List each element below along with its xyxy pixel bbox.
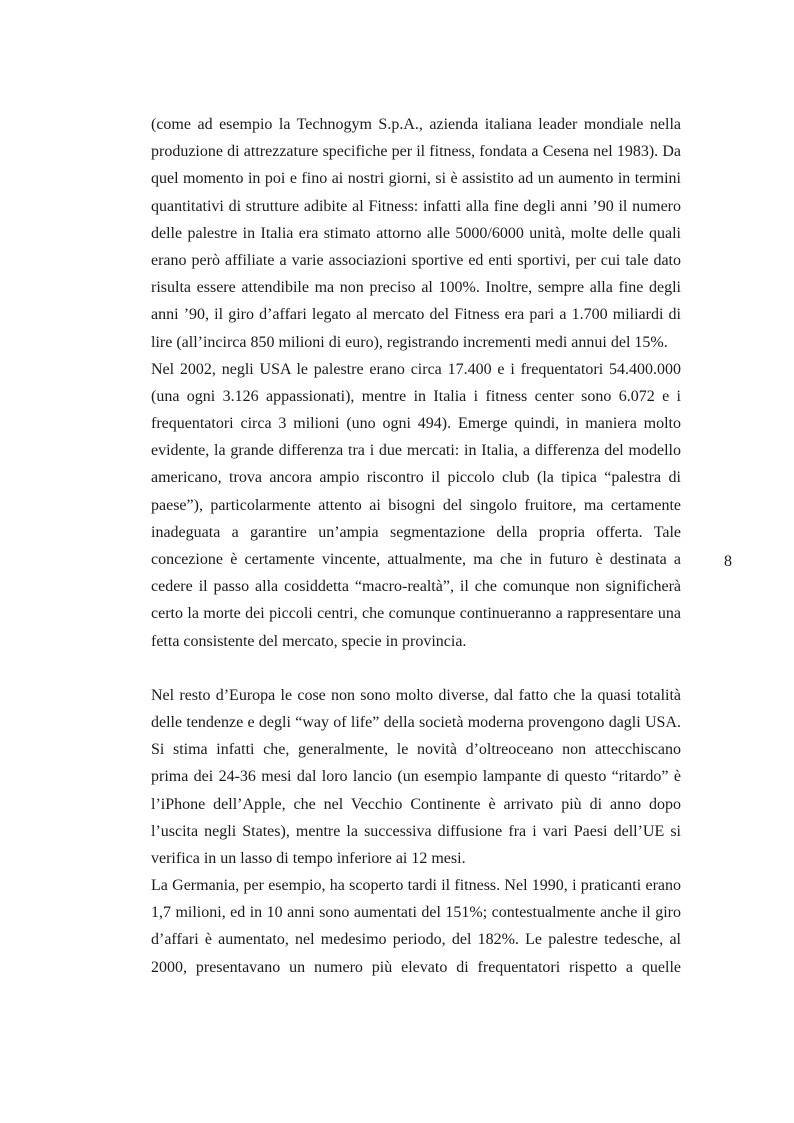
text-line: quantitativi di strutture adibite al Fitness: infatti alla fine degli anni ’90 il numero xyxy=(151,197,681,215)
paragraph-usa-vs-italy xyxy=(151,356,681,655)
text-line: l’uscita negli States), mentre la successiva diffusione fra i vari Paesi dell’UE si xyxy=(151,822,681,840)
text-line: (una ogni 3.126 appassionati), mentre in Italia i fitness center sono 6.072 e i xyxy=(151,387,681,405)
text-line: Nel resto d’Europa le cose non sono molto diverse, dal fatto che la quasi totalità xyxy=(151,686,681,704)
text-line: concezione è certamente vincente, attualmente, ma che in futuro è destinata a xyxy=(151,551,681,568)
text-line: verifica in un lasso di tempo inferiore ai 12 mesi. xyxy=(151,849,466,867)
text-line: quel momento in poi e fino ai nostri giorni, si è assistito ad un aumento in termini xyxy=(151,170,681,188)
text-line: risulta essere attendibile ma non preciso al 100%. Inoltre, sempre alla fine degli xyxy=(151,279,681,297)
text-line: 2000, presentavano un numero più elevato di frequentatori rispetto a quelle xyxy=(151,958,681,976)
text-line: d’affari è aumentato, nel medesimo periodo, del 182%. Le palestre tedesche, al xyxy=(151,931,681,949)
text-line: Si stima infatti che, generalmente, le novità d’oltreoceano non attecchiscano xyxy=(151,741,681,759)
text-line: fetta consistente del mercato, specie in provincia. xyxy=(151,632,467,650)
text-line: cedere il passo alla cosiddetta “macro-realtà”, il che comunque non significherà xyxy=(151,578,681,596)
text-line: 1,7 milioni, ed in 10 anni sono aumentati del 151%; contestualmente anche il giro xyxy=(151,904,681,922)
text-line: delle tendenze e degli “way of life” della società moderna provengono dagli USA. xyxy=(151,713,681,731)
text-line: inadeguata a garantire un’ampia segmentazione della propria offerta. Tale xyxy=(151,523,681,541)
text-line: evidente, la grande differenza tra i due mercati: in Italia, a differenza del modello xyxy=(151,442,681,460)
paragraph-europe-trends xyxy=(151,682,681,872)
text-line: produzione di attrezzature specifiche per il fitness, fondata a Cesena nel 1983). Da xyxy=(151,143,681,161)
text-line: frequentatori circa 3 milioni (uno ogni 494). Emerge quindi, in maniera molto xyxy=(151,415,681,433)
text-line: delle palestre in Italia era stimato attorno alle 5000/6000 unità, molte delle quali xyxy=(151,224,681,242)
text-line: certo la morte dei piccoli centri, che comunque continueranno a rappresentare una xyxy=(151,605,681,623)
text-line: erano però affiliate a varie associazioni sportive ed enti sportivi, per cui tale dato xyxy=(151,251,681,269)
text-line: Nel 2002, negli USA le palestre erano circa 17.400 e i frequentatori 54.400.000 xyxy=(151,360,681,378)
paragraph-spacer xyxy=(151,655,681,682)
paragraph-fitness-growth-italy xyxy=(151,111,681,356)
text-line: La Germania, per esempio, ha scoperto tardi il fitness. Nel 1990, i praticanti erano xyxy=(151,877,681,895)
body-text xyxy=(151,111,681,981)
text-line: l’iPhone dell’Apple, che nel Vecchio Continente è arrivato più di anno dopo xyxy=(151,795,681,813)
text-line: americano, trova ancora ampio riscontro il piccolo club (la tipica “palestra di xyxy=(151,469,681,487)
text-line: paese”), particolarmente attento ai bisogni del singolo fruitore, ma certamente xyxy=(151,496,681,514)
text-line: lire (all’incirca 850 milioni di euro), registrando incrementi medi annui del 15%. xyxy=(151,333,668,351)
text-line: prima dei 24-36 mesi dal loro lancio (un esempio lampante di questo “ritardo” è xyxy=(151,768,681,786)
paragraph-germany xyxy=(151,872,681,981)
text-line: anni ’90, il giro d’affari legato al mercato del Fitness era pari a 1.700 miliardi di xyxy=(151,306,681,324)
text-line: (come ad esempio la Technogym S.p.A., azienda italiana leader mondiale nella xyxy=(151,116,681,133)
page-number: 8 xyxy=(724,553,732,570)
